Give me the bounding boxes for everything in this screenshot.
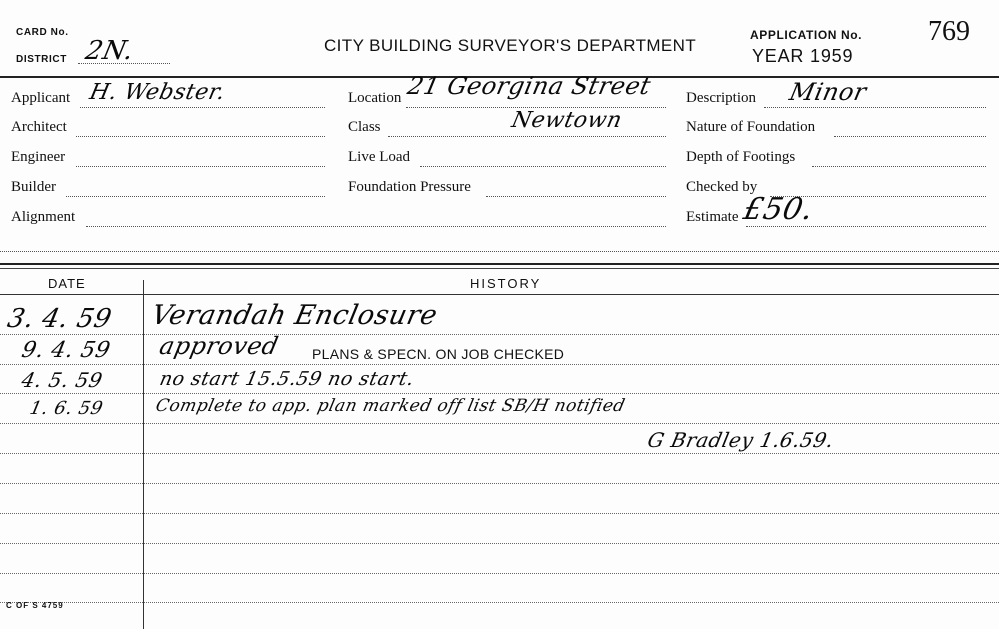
history-text: Verandah Enclosure <box>148 300 441 331</box>
architect-line <box>76 136 325 137</box>
history-date: 3. 4. 59 <box>4 304 115 334</box>
year-label: YEAR 1959 <box>752 46 854 66</box>
history-top-rule-thin <box>0 268 999 269</box>
ruled-line <box>0 483 999 484</box>
ruled-line <box>0 334 999 335</box>
history-text: Complete to app. plan marked off list SB/H notified <box>153 396 627 416</box>
description-label: Description <box>686 90 756 106</box>
foundation-pressure-label: Foundation Pressure <box>348 179 471 195</box>
date-column-divider <box>143 280 144 629</box>
history-date: 4. 5. 59 <box>19 368 105 392</box>
architect-label: Architect <box>11 119 67 135</box>
history-header-rule <box>0 294 999 295</box>
ruled-line <box>0 453 999 454</box>
fields-bottom-dotted-line <box>0 251 999 252</box>
application-no-value: 769 <box>928 16 970 47</box>
applicant-value: H. Webster. <box>87 80 228 105</box>
class-line <box>388 136 666 137</box>
live-load-label: Live Load <box>348 149 411 165</box>
ruled-line <box>0 513 999 514</box>
history-text: approved <box>157 332 282 360</box>
district-label: DISTRICT <box>16 54 67 65</box>
alignment-label: Alignment <box>11 209 76 225</box>
ruled-line <box>0 543 999 544</box>
class-label: Class <box>348 119 381 135</box>
alignment-line <box>86 226 666 227</box>
description-value: Minor <box>787 78 870 106</box>
nature-of-foundation-line <box>834 136 986 137</box>
applicant-label: Applicant <box>11 90 71 106</box>
inspector-signature: G Bradley 1.6.59. <box>645 428 837 452</box>
builder-line <box>66 196 325 197</box>
engineer-label: Engineer <box>11 149 66 165</box>
foundation-pressure-line <box>486 196 666 197</box>
ruled-line <box>0 602 999 603</box>
depth-of-footings-line <box>812 166 986 167</box>
ruled-line <box>0 423 999 424</box>
description-line <box>764 107 986 108</box>
history-date: 1. 6. 59 <box>27 398 105 419</box>
history-date: 9. 4. 59 <box>19 338 113 363</box>
live-load-line <box>420 166 666 167</box>
history-column-header: HISTORY <box>470 276 542 291</box>
ruled-line <box>0 573 999 574</box>
history-top-rule <box>0 263 999 265</box>
location-value-line1: 21 Georgina Street <box>405 72 654 100</box>
form-code: C OF S 4759 <box>6 601 64 610</box>
ruled-line <box>0 364 999 365</box>
approval-stamp: PLANS & SPECN. ON JOB CHECKED <box>312 346 565 362</box>
builder-label: Builder <box>11 179 56 195</box>
checked-by-label: Checked by <box>686 179 758 195</box>
location-value-line2: Newtown <box>509 108 625 133</box>
district-value: 2N. <box>82 36 137 66</box>
ruled-line <box>0 393 999 394</box>
estimate-label: Estimate <box>686 209 739 225</box>
applicant-line <box>80 107 325 108</box>
history-text: no start 15.5.59 no start. <box>157 368 417 390</box>
location-label: Location <box>348 90 402 106</box>
application-no-label: APPLICATION No. <box>750 28 863 42</box>
engineer-line <box>76 166 325 167</box>
depth-of-footings-label: Depth of Footings <box>686 149 796 165</box>
estimate-value: £50. <box>740 192 817 227</box>
department-title: CITY BUILDING SURVEYOR'S DEPARTMENT <box>324 36 697 55</box>
date-column-header: DATE <box>48 276 86 291</box>
nature-of-foundation-label: Nature of Foundation <box>686 119 816 135</box>
card-no-label: CARD No. <box>16 27 69 38</box>
